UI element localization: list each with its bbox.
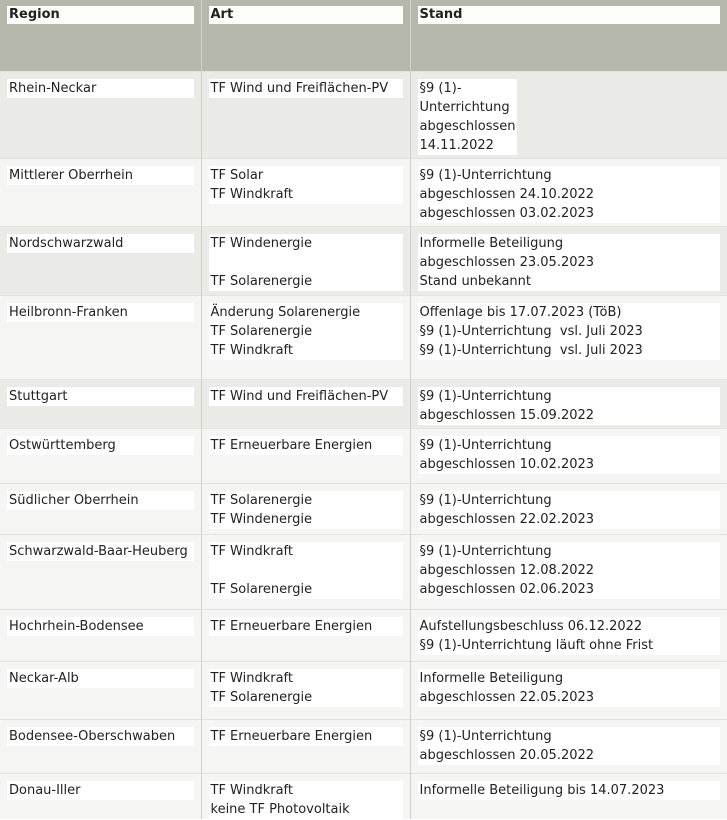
region-text: Heilbronn-Franken bbox=[7, 303, 194, 322]
stand-line: Offenlage bis 17.07.2023 (TöB) bbox=[419, 305, 622, 320]
stand-text bbox=[418, 727, 720, 765]
art-cell bbox=[201, 610, 410, 662]
stand-cell bbox=[410, 484, 727, 535]
art-text bbox=[209, 166, 403, 204]
table-row bbox=[0, 380, 727, 429]
table-row bbox=[0, 296, 727, 380]
art-line: TF Solarenergie bbox=[210, 493, 313, 508]
region-cell bbox=[0, 774, 201, 820]
stand-cell bbox=[410, 159, 727, 227]
art-cell bbox=[201, 296, 410, 380]
stand-line: §9 (1)-Unterrichtung vsl. Juli 2023 bbox=[419, 324, 643, 339]
region-text: Stuttgart bbox=[7, 387, 194, 406]
header-stand: Stand bbox=[418, 6, 720, 24]
table-row bbox=[0, 662, 727, 720]
region-text: Donau-Iller bbox=[7, 781, 194, 800]
art-cell bbox=[201, 429, 410, 484]
region-cell bbox=[0, 159, 201, 227]
stand-line: abgeschlossen 12.08.2022 bbox=[419, 563, 595, 578]
stand-text bbox=[418, 542, 720, 599]
art-line: TF Windkraft bbox=[210, 343, 294, 358]
stand-line: §9 (1)-Unterrichtung läuft ohne Frist bbox=[419, 638, 654, 653]
art-line: TF Windkraft bbox=[210, 544, 294, 559]
art-text bbox=[209, 542, 403, 599]
art-line: TF Windenergie bbox=[210, 512, 312, 527]
stand-line: Informelle Beteiligung bbox=[419, 236, 564, 251]
table-row bbox=[0, 429, 727, 484]
stand-line: abgeschlossen 10.02.2023 bbox=[419, 457, 595, 472]
stand-line: Stand unbekannt bbox=[419, 274, 532, 289]
art-text bbox=[209, 387, 403, 406]
stand-line: abgeschlossen 22.02.2023 bbox=[419, 512, 595, 527]
stand-cell bbox=[410, 227, 727, 296]
art-line: TF Solarenergie bbox=[210, 274, 313, 289]
region-cell bbox=[0, 662, 201, 720]
art-cell bbox=[201, 774, 410, 820]
region-text: Ostwürttemberg bbox=[7, 436, 194, 455]
art-line: TF Windkraft bbox=[210, 783, 294, 798]
stand-cell bbox=[410, 662, 727, 720]
region-text: Neckar-Alb bbox=[7, 669, 194, 688]
region-cell bbox=[0, 296, 201, 380]
stand-cell bbox=[410, 429, 727, 484]
table-row bbox=[0, 159, 727, 227]
stand-line: abgeschlossen 03.02.2023 bbox=[419, 206, 595, 221]
region-cell bbox=[0, 535, 201, 610]
art-line bbox=[211, 561, 401, 580]
stand-cell bbox=[410, 720, 727, 774]
region-text: Schwarzwald-Baar-Heuberg bbox=[7, 542, 194, 561]
art-cell bbox=[201, 535, 410, 610]
table-row bbox=[0, 72, 727, 159]
stand-text bbox=[418, 436, 720, 474]
stand-line: abgeschlossen 24.10.2022 bbox=[419, 187, 595, 202]
art-line: TF Windkraft bbox=[210, 671, 294, 686]
stand-line: §9 (1)-Unterrichtung bbox=[419, 438, 552, 453]
art-text bbox=[209, 781, 403, 819]
stand-line: Unterrichtung bbox=[419, 100, 510, 115]
stand-cell bbox=[410, 72, 727, 159]
region-text: Rhein-Neckar bbox=[7, 79, 194, 98]
art-line: TF Erneuerbare Energien bbox=[210, 619, 373, 634]
stand-text bbox=[418, 387, 720, 425]
region-text: Mittlerer Oberrhein bbox=[7, 166, 194, 185]
art-text bbox=[209, 234, 403, 291]
art-line: TF Solarenergie bbox=[210, 582, 313, 597]
art-line bbox=[211, 253, 401, 272]
region-cell bbox=[0, 610, 201, 662]
stand-cell bbox=[410, 774, 727, 820]
stand-line: Aufstellungsbeschluss 06.12.2022 bbox=[419, 619, 643, 634]
stand-line: 14.11.2022 bbox=[419, 138, 494, 153]
art-cell bbox=[201, 72, 410, 159]
region-text: Südlicher Oberrhein bbox=[7, 491, 194, 510]
stand-text bbox=[418, 491, 720, 529]
art-text bbox=[209, 79, 403, 98]
art-text bbox=[209, 617, 403, 636]
stand-line: abgeschlossen 02.06.2023 bbox=[419, 582, 595, 597]
region-cell bbox=[0, 380, 201, 429]
table-row bbox=[0, 610, 727, 662]
stand-line: Informelle Beteiligung bis 14.07.2023 bbox=[419, 783, 665, 798]
stand-line: §9 (1)-Unterrichtung bbox=[419, 544, 552, 559]
art-cell bbox=[201, 159, 410, 227]
stand-text bbox=[418, 166, 720, 223]
art-line: TF Solarenergie bbox=[210, 324, 313, 339]
art-line: TF Wind und Freiflächen-PV bbox=[210, 81, 389, 96]
region-text: Bodensee-Oberschwaben bbox=[7, 727, 194, 746]
art-text bbox=[209, 491, 403, 529]
stand-text bbox=[418, 617, 720, 655]
stand-text bbox=[418, 303, 720, 360]
art-text bbox=[209, 669, 403, 707]
stand-text bbox=[418, 234, 720, 291]
region-text: Hochrhein-Bodensee bbox=[7, 617, 194, 636]
art-line: TF Windkraft bbox=[210, 187, 294, 202]
stand-line: §9 (1)-Unterrichtung bbox=[419, 389, 552, 404]
art-text bbox=[209, 727, 403, 746]
table-row bbox=[0, 774, 727, 820]
art-line: Änderung Solarenergie bbox=[210, 305, 361, 320]
stand-line: §9 (1)-Unterrichtung bbox=[419, 168, 552, 183]
table-row bbox=[0, 227, 727, 296]
art-line: TF Erneuerbare Energien bbox=[210, 438, 373, 453]
art-line: keine TF Photovoltaik bbox=[210, 802, 350, 817]
stand-line: §9 (1)-Unterrichtung vsl. Juli 2023 bbox=[419, 343, 643, 358]
art-text bbox=[209, 303, 403, 360]
stand-line: §9 (1)-Unterrichtung bbox=[419, 493, 552, 508]
art-cell bbox=[201, 380, 410, 429]
art-cell bbox=[201, 227, 410, 296]
table-row bbox=[0, 535, 727, 610]
art-line: TF Wind und Freiflächen-PV bbox=[210, 389, 389, 404]
table-row bbox=[0, 484, 727, 535]
stand-cell bbox=[410, 380, 727, 429]
stand-text bbox=[418, 669, 720, 707]
art-text bbox=[209, 436, 403, 455]
region-text: Nordschwarzwald bbox=[7, 234, 194, 253]
art-cell bbox=[201, 720, 410, 774]
stand-line: Informelle Beteiligung bbox=[419, 671, 564, 686]
art-line: TF Solarenergie bbox=[210, 690, 313, 705]
art-cell bbox=[201, 662, 410, 720]
art-line: TF Erneuerbare Energien bbox=[210, 729, 373, 744]
stand-cell bbox=[410, 296, 727, 380]
header-row bbox=[0, 0, 727, 72]
stand-cell bbox=[410, 610, 727, 662]
region-cell bbox=[0, 72, 201, 159]
region-cell bbox=[0, 484, 201, 535]
stand-line: abgeschlossen 20.05.2022 bbox=[419, 748, 595, 763]
stand-line: §9 (1)- bbox=[419, 81, 462, 96]
header-region: Region bbox=[7, 6, 194, 24]
region-cell bbox=[0, 429, 201, 484]
art-line: TF Windenergie bbox=[210, 236, 312, 251]
header-art: Art bbox=[209, 6, 403, 24]
stand-text bbox=[418, 781, 720, 800]
stand-line: abgeschlossen 22.05.2023 bbox=[419, 690, 595, 705]
stand-line: abgeschlossen 15.09.2022 bbox=[419, 408, 595, 423]
stand-line: §9 (1)-Unterrichtung bbox=[419, 729, 552, 744]
region-cell bbox=[0, 227, 201, 296]
art-line: TF Solar bbox=[210, 168, 264, 183]
region-cell bbox=[0, 720, 201, 774]
stand-text bbox=[418, 79, 518, 155]
art-cell bbox=[201, 484, 410, 535]
stand-cell bbox=[410, 535, 727, 610]
table-row bbox=[0, 720, 727, 774]
stand-line: abgeschlossen bbox=[419, 119, 516, 134]
stand-line: abgeschlossen 23.05.2023 bbox=[419, 255, 595, 270]
